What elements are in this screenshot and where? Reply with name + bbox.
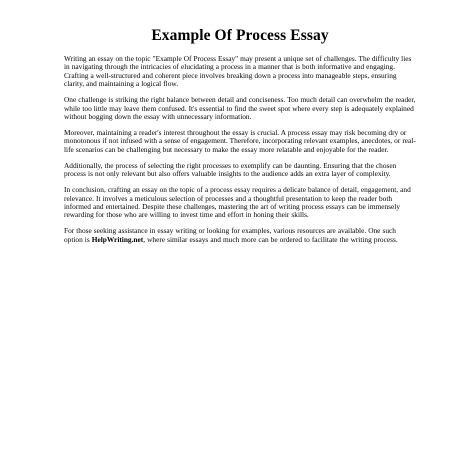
paragraph-selection: Additionally, the process of selecting the right processes to exemplify can be daunting. Ensuring that the chosen process is not only relevant but also offers valuable insights to the audience adds an extra layer of complexity. <box>64 160 397 179</box>
document-title: Example Of Process Essay <box>151 27 329 44</box>
paragraph-balance: One challenge is striking the right balance between detail and conciseness. Too much detail can overwhelm the reader, while too little may leave them confused. It's essential to find the sweet spot where every step is adequately explained without bogging down the essay with unnecessary information. <box>64 95 416 122</box>
paragraph-interest: Moreover, maintaining a reader's interest throughout the essay is crucial. A process essay may risk becoming dry or monotonous if not infused with a sense of engagement. Therefore, incorporating relevant examples, anecdotes, or real-life scenarios can be challenging but necessary to make the essay more relatable and enjoyable for the reader. <box>64 128 416 154</box>
resources-text-before: For those seeking assistance in essay writing or looking for examples, various resources are available. One such option is <box>64 226 396 244</box>
document-page <box>64 27 416 252</box>
resources-text-after: , where similar essays and much more can be ordered to facilitate the writing process. <box>143 234 398 244</box>
paragraph-resources <box>64 227 416 244</box>
paragraph-conclusion: In conclusion, crafting an essay on the topic of a process essay requires a delicate balance of detail, engagement, and relevance. It involves a meticulous selection of processes and a thoughtful presentation to keep the reader both informed and entertained. Despite these challenges, mastering the art of writing process essays can be immensely rewarding for those who are willing to invest time and effort in honing their skills. <box>64 185 411 220</box>
paragraph-intro: Writing an essay on the topic "Example Of Process Essay" may present a unique set of challenges. The difficulty lies in navigating through the intricacies of elucidating a process in a manner that is both informative and engaging. Crafting a well-structured and coherent piece involves breaking down a process into manageable steps, ensuring clarity, and maintaining a logical flow. <box>64 54 412 89</box>
helpwriting-link[interactable]: HelpWriting.net <box>91 234 144 244</box>
